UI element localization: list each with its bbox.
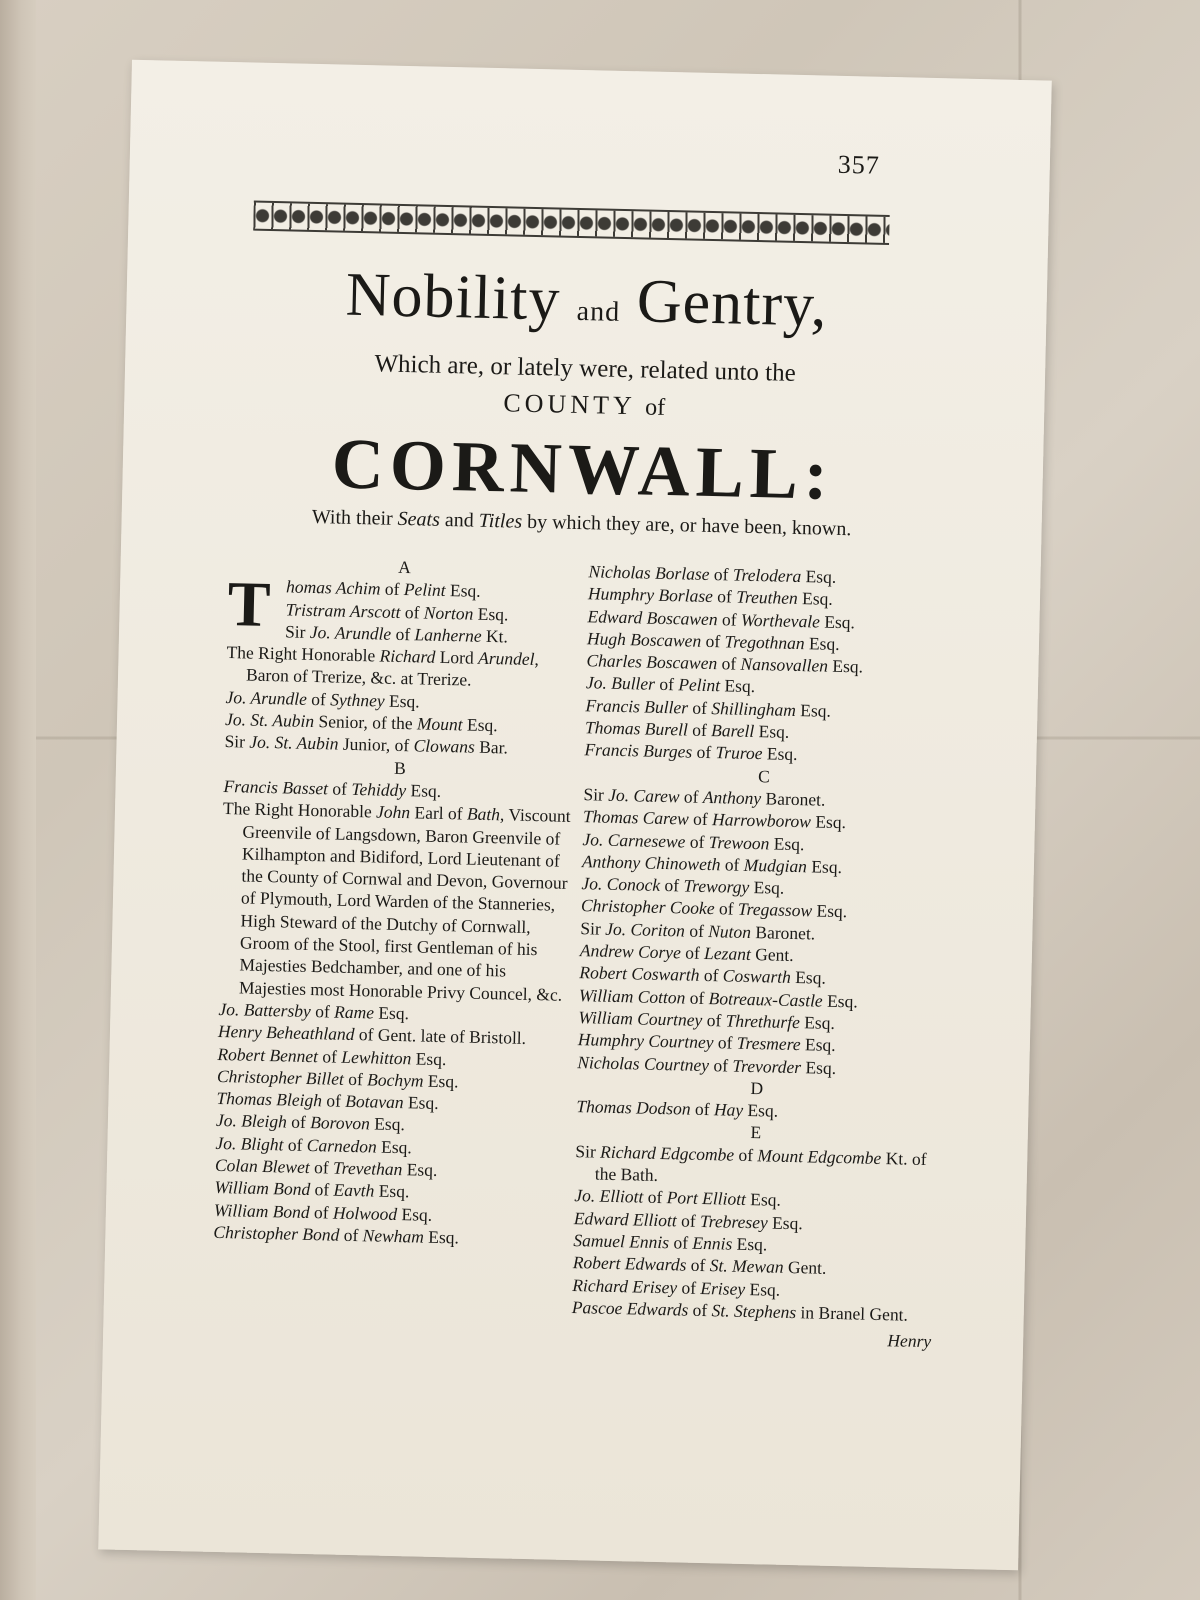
entry-place: Mount <box>416 713 463 735</box>
entry-name: Robert Coswarth <box>579 962 700 986</box>
entry-title: Esq. <box>405 780 442 801</box>
entry-name: Samuel Ennis <box>573 1229 670 1253</box>
entry-place: Trebresey <box>699 1210 768 1233</box>
entry-title: Esq. <box>376 1136 413 1158</box>
entry-of: of <box>306 688 331 710</box>
entry-title: Esq. <box>402 1159 438 1180</box>
entry-name: Tristram Arscott <box>285 598 401 622</box>
entry-of: Lord <box>435 646 479 668</box>
entry-title: Esq. <box>797 588 834 610</box>
entry-prefix: The Right Honorable <box>226 642 380 666</box>
title-comma: , <box>810 271 829 340</box>
entry-place: Lewhitton <box>341 1046 412 1068</box>
section-letter: E <box>750 1122 762 1143</box>
entry-place: Mudgian <box>743 854 808 877</box>
entry-title: Esq. <box>754 721 790 742</box>
entry-name: Edward Boscawen <box>587 605 718 629</box>
entry-of: of <box>702 1009 726 1031</box>
entry-name: Jo. St. Aubin <box>249 731 339 754</box>
entry-of: of <box>676 1210 701 1231</box>
entry-of: of <box>643 1186 667 1208</box>
entry-name: Christopher Cooke <box>580 895 715 919</box>
entry-of: Earl of <box>409 802 468 824</box>
entry-of: of <box>733 1144 758 1165</box>
page-number: 357 <box>837 149 881 180</box>
entry-title: Kt. of the Bath. <box>594 1147 927 1185</box>
entry-of: of <box>380 578 405 600</box>
entry-place: Newham <box>362 1225 425 1247</box>
entry-title: Esq. <box>811 900 848 922</box>
entry-of: of <box>687 697 712 718</box>
printed-page <box>98 60 1052 1570</box>
entry-title: Kt. <box>481 625 509 647</box>
title-word-gentry: Gentry <box>636 267 812 340</box>
entry-prefix: Sir <box>284 621 311 642</box>
entry-prefix: Sir <box>583 784 609 805</box>
entry-of: of <box>686 1254 710 1276</box>
entry-name: Humphry Borlase <box>587 583 714 607</box>
entry-of: of <box>713 1032 738 1053</box>
entry-place: Borovon <box>310 1112 371 1134</box>
entry-of: of <box>717 608 742 630</box>
entry-title: , Viscount Greenvile of Langsdown, Baron Greenvile of Kilhampton and Bidiford, Lord Lieutenant of the County of Cornwal and Devon, Governour of Plymouth, Lord Warden of the Stanneries, High Steward of the Dutchy of Cornwall, Groom of the Stool, first Gentleman of his Majesties Bedchamber, and one of his Majesties most Honorable Privy Councel, &c. <box>238 804 571 1005</box>
entry-place: Norton <box>423 602 474 624</box>
entry-name: John <box>375 801 411 823</box>
entry-of: of <box>354 1024 379 1045</box>
entry-of: of <box>720 854 745 875</box>
entry-name: Jo. Buller <box>585 672 656 695</box>
entry-title: Esq. <box>423 1070 459 1092</box>
entry-name: Jo. Bleigh <box>215 1110 288 1132</box>
entry-name: Humphry Courtney <box>577 1029 714 1053</box>
entry-title: Esq. <box>790 967 827 989</box>
entry-name: Christopher Bond <box>213 1221 340 1245</box>
entry-name: Richard Erisey <box>572 1274 678 1297</box>
entry-place: Harrowborow <box>711 809 812 832</box>
entry-place: Worthevale <box>740 609 821 632</box>
entry-of: of <box>309 1179 334 1200</box>
entry-of: of <box>700 630 725 652</box>
byline-titles: Titles <box>478 509 523 533</box>
entry-title: Esq. <box>744 1278 781 1300</box>
entry-name: Thomas Burell <box>584 717 689 740</box>
floor-tile-edge <box>0 0 36 1600</box>
entry-prefix: The Right Honorable <box>222 798 377 822</box>
entry-place: Barell <box>710 720 755 742</box>
entry-place: St. Mewan <box>709 1255 784 1278</box>
entry-of: of <box>676 1276 701 1298</box>
entry-list <box>572 1140 936 1326</box>
list-item <box>226 641 579 694</box>
entry-place: Treuthen <box>736 586 799 609</box>
entry-name: Thomas Dodson <box>576 1096 691 1119</box>
entry-name: Pascoe Edwards <box>571 1296 689 1320</box>
entry-title: Esq. <box>827 655 864 677</box>
byline-seats: Seats <box>397 507 441 531</box>
entry-place: Trevorder <box>732 1055 802 1077</box>
entry-title: Esq. <box>804 633 840 654</box>
entry-title: Esq. <box>732 1233 768 1255</box>
entry-title: Esq. <box>411 1047 447 1069</box>
entry-place: Tregassow <box>737 899 813 921</box>
entry-place: Shillingham <box>711 697 797 720</box>
entry-name: William Courtney <box>578 1007 703 1030</box>
entry-name: Charles Boscawen <box>586 650 718 674</box>
entry-title: in Branel Gent. <box>795 1301 909 1325</box>
entry-title: Esq. <box>742 1100 779 1121</box>
entry-name: Robert Edwards <box>572 1252 687 1275</box>
entry-title: Esq. <box>822 990 858 1012</box>
entry-of: of <box>680 942 705 964</box>
entry-of: of <box>400 601 425 623</box>
entry-of: of <box>709 563 734 585</box>
entry-title: Esq. <box>374 1180 410 1202</box>
entry-place: Sythney <box>330 689 385 711</box>
entry-title: Esq. <box>403 1092 439 1114</box>
entry-place: Carnedon <box>306 1134 378 1157</box>
entry-place: Eavth <box>333 1179 375 1201</box>
entry-of: Senior, of the <box>313 711 418 734</box>
entry-title: Esq. <box>396 1203 433 1225</box>
entry-place: Lanherne <box>414 624 482 646</box>
entry-name: Edward Elliott <box>573 1207 677 1231</box>
entry-of: of <box>654 674 679 695</box>
entry-title: Esq. <box>719 675 756 697</box>
entry-title: Esq. <box>423 1226 460 1248</box>
entry-name: Robert Bennet <box>217 1043 319 1066</box>
entry-title: Gent. late of Bristoll. <box>377 1024 527 1049</box>
entry-title: Esq. <box>819 611 856 632</box>
entry-place: Bath <box>466 803 501 825</box>
entry-of: of <box>339 1224 363 1246</box>
entry-of: of <box>659 875 684 896</box>
entry-title: Esq. <box>745 1189 782 1211</box>
entry-name: Thomas Carew <box>582 806 690 829</box>
entry-place: Botavan <box>345 1090 404 1113</box>
entry-list <box>285 576 580 650</box>
entry-list <box>584 560 948 769</box>
entry-of: Junior, of <box>338 733 414 756</box>
entry-name: Francis Burges <box>584 739 693 763</box>
entry-title: , Baron of Trerize, &c. at Trerize. <box>245 649 540 691</box>
entry-name: Christopher Billet <box>216 1065 345 1089</box>
entry-place: Nansovallen <box>740 653 829 676</box>
entry-of: of <box>690 1098 715 1120</box>
entry-title: Esq. <box>799 1012 836 1033</box>
section-letter: A <box>398 556 412 578</box>
entry-name: Hugh Boscawen <box>586 628 702 651</box>
entry-prefix: Sir <box>575 1140 601 1162</box>
left-column <box>213 552 581 1251</box>
entry-place: St. Stephens <box>711 1300 797 1322</box>
entry-list <box>224 641 578 760</box>
entry-place: Threthurfe <box>725 1010 801 1033</box>
entry-place: Hay <box>713 1099 744 1121</box>
entry-place: Clowans <box>413 735 476 758</box>
entry-of: of <box>708 1054 733 1076</box>
entry-of: of <box>684 920 709 941</box>
entry-place: Pelint <box>403 579 446 601</box>
entry-name: William Bond <box>213 1199 310 1222</box>
entry-of: of <box>717 653 741 674</box>
entry-place: Erisey <box>700 1277 746 1299</box>
entry-name: Jo. Conock <box>581 873 661 896</box>
entry-of: of <box>327 778 352 799</box>
entry-name: Richard <box>379 645 436 667</box>
entry-name: Anthony Chinoweth <box>581 851 721 875</box>
entry-place: Lezant <box>703 943 752 965</box>
entry-title: Gent. <box>750 944 794 966</box>
entry-place: Trelodera <box>732 564 802 587</box>
drop-cap: T <box>226 568 272 641</box>
entry-of: of <box>679 786 704 807</box>
entry-of: of <box>390 623 415 645</box>
entry-name: Nicholas Courtney <box>577 1051 710 1075</box>
entry-title: Esq. <box>462 714 498 736</box>
entry-name: Jo. Arundle <box>309 621 392 644</box>
section-letter: B <box>393 757 407 778</box>
entry-of: of <box>317 1045 342 1067</box>
entry-prefix: Sir <box>580 917 606 939</box>
entry-place: Nuton <box>708 920 752 942</box>
entry-of: of <box>309 1157 334 1178</box>
entry-place: Ennis <box>692 1232 733 1254</box>
entry-title: Bar. <box>474 737 509 758</box>
entry-title: Esq. <box>801 566 837 587</box>
entry-place: Pelint <box>678 674 721 696</box>
entry-place: Holwood <box>332 1202 398 1224</box>
subtitle: Which are, or lately were, related unto the <box>374 350 797 387</box>
county-name: CORNWALL: <box>330 423 835 515</box>
right-column <box>571 560 949 1352</box>
entry-title: Esq. <box>795 699 832 721</box>
entry-of: of <box>321 1090 346 1111</box>
entry-place: Coswarth <box>722 965 792 988</box>
entry-name: Nicholas Borlase <box>588 561 710 584</box>
entry-name: Jo. Arundle <box>225 686 308 709</box>
entry-name: Jo. Blight <box>215 1132 284 1155</box>
entry-of: of <box>688 1299 712 1321</box>
entry-of: of <box>310 1000 335 1022</box>
entry-name: William Cotton <box>578 984 686 1008</box>
catchword: Henry <box>887 1330 932 1352</box>
county-of: of <box>644 394 666 421</box>
entry-prefix: Sir <box>224 731 250 752</box>
entry-place: Port Elliott <box>666 1187 747 1210</box>
entry-of: of <box>343 1068 368 1090</box>
entry-of: of <box>712 586 737 607</box>
entry-place: Tresmere <box>736 1032 801 1055</box>
entry-name: Colan Blewet <box>214 1154 310 1178</box>
section-letter: D <box>750 1077 764 1099</box>
entry-place: Arundel <box>477 647 535 670</box>
entry-place: Treworgy <box>683 875 750 898</box>
entry-place: Truroe <box>715 742 763 764</box>
entry-place: Trevethan <box>332 1157 403 1180</box>
entry-title: Esq. <box>810 811 847 833</box>
entry-title: Esq. <box>445 580 481 602</box>
entry-of: of <box>668 1232 693 1253</box>
entry-title: Baronet. <box>760 788 826 810</box>
section-letter: C <box>757 765 771 787</box>
entry-name: Jo. Elliott <box>574 1185 644 1207</box>
entry-place: Bochym <box>366 1069 424 1091</box>
entry-of: of <box>687 719 712 741</box>
entry-name: Jo. Battersby <box>218 998 312 1021</box>
entry-of: of <box>691 742 716 763</box>
entry-title: Esq. <box>384 690 420 712</box>
entry-name: Richard Edgcombe <box>599 1141 735 1165</box>
byline-part: With their <box>311 505 398 530</box>
title-word-and: and <box>576 295 621 328</box>
entry-place: Tregothnan <box>724 631 805 654</box>
byline-part: by which they are, or have been, known. <box>521 510 852 541</box>
ornamental-border-icon <box>253 201 890 245</box>
entry-title: Esq. <box>373 1002 410 1024</box>
title-word-nobility: Nobility <box>345 260 562 334</box>
entry-title: Gent. <box>783 1257 827 1279</box>
entry-name: Henry Beheathland <box>217 1021 355 1045</box>
entry-name: Jo. Coriton <box>605 918 686 941</box>
entry-name: Francis Buller <box>585 694 689 718</box>
entry-name: Jo. Carew <box>608 784 680 807</box>
entry-name: Jo. Carnesewe <box>582 828 686 852</box>
entry-list <box>577 783 943 1081</box>
entry-place: Rame <box>333 1001 375 1023</box>
entry-of: of <box>685 831 710 852</box>
entry-of: of <box>685 987 709 1008</box>
entry-place: Mount Edgcombe <box>757 1144 882 1168</box>
entry-of: of <box>699 965 724 986</box>
entry-name: Jo. St. Aubin <box>224 709 315 732</box>
entry-place: Botreaux-Castle <box>708 987 823 1011</box>
county-word: COUNTY <box>503 388 636 421</box>
entry-title: Esq. <box>749 877 785 898</box>
entry-name: homas Achim <box>285 576 381 599</box>
entry-title: Esq. <box>769 832 805 854</box>
entry-place: Tehiddy <box>351 778 407 801</box>
entry-title: Esq. <box>369 1113 406 1135</box>
entry-name: Francis Basset <box>223 775 329 799</box>
byline-part: and <box>439 508 480 532</box>
entry-name: Thomas Bleigh <box>216 1088 323 1111</box>
entry-title: Esq. <box>762 743 798 765</box>
entry-place: Trewoon <box>708 831 770 853</box>
entry-of: of <box>309 1201 334 1223</box>
entry-title: Esq. <box>806 856 843 877</box>
entry-name: Andrew Corye <box>579 940 682 963</box>
dropcap-block <box>226 568 580 649</box>
entry-title: Esq. <box>800 1034 836 1056</box>
entry-title: Esq. <box>767 1212 803 1233</box>
entry-place: Anthony <box>702 786 762 809</box>
entry-name: William Bond <box>214 1177 311 1200</box>
entry-of: of <box>283 1134 308 1155</box>
entry-of: of <box>688 808 713 830</box>
entry-title: Esq. <box>473 603 509 625</box>
entry-list <box>213 775 576 1251</box>
entry-of: of <box>714 898 739 920</box>
entry-of: of <box>286 1111 311 1133</box>
entry-title: Esq. <box>800 1056 837 1078</box>
page-title <box>126 255 1047 347</box>
entry-title: Baronet. <box>750 921 816 944</box>
list-item <box>219 797 575 1006</box>
